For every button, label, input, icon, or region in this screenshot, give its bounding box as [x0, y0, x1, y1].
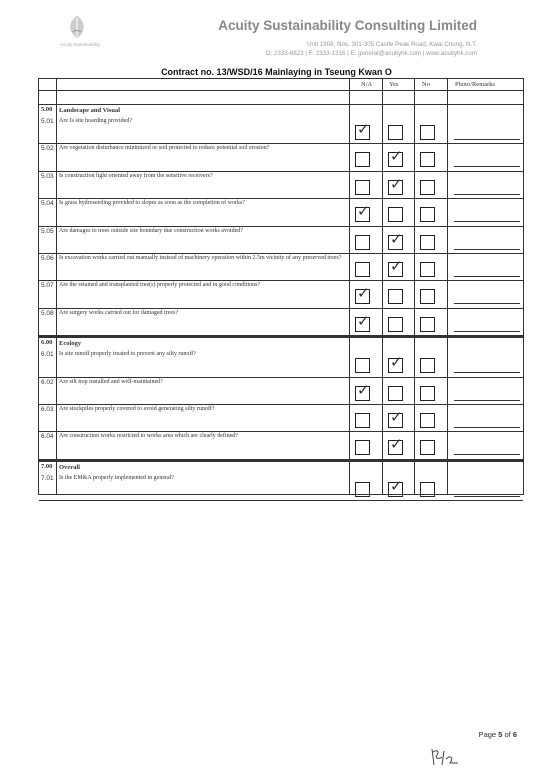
question-text: Are construction works restricted to works area which are clearly defined? [59, 433, 238, 440]
checkbox-yes[interactable] [388, 257, 403, 277]
page-title: Contract no. 13/WSD/16 Mainlaying in Tseung Kwan O [161, 67, 392, 77]
handwritten-initials [428, 745, 468, 769]
checkbox-na[interactable] [355, 262, 370, 277]
remarks-line[interactable] [454, 400, 520, 401]
question-text: Is the EM&A properly implemented in general? [59, 474, 174, 481]
logo-text: Acuity Sustainability [59, 42, 101, 47]
question-text: Are the retained and transplanted tree(s) properly protected and in good conditions? [59, 282, 261, 289]
checkbox-yes[interactable] [388, 125, 403, 140]
checkbox-na[interactable] [355, 235, 370, 250]
remarks-line[interactable] [454, 303, 520, 304]
item-number: 6.01 [41, 351, 54, 359]
item-number: 5.04 [41, 200, 54, 208]
item-number: 5.08 [41, 309, 54, 317]
page-label: Page [478, 730, 497, 739]
item-number: 5.07 [41, 282, 54, 290]
remarks-line[interactable] [454, 454, 520, 455]
remarks-line[interactable] [454, 221, 520, 222]
checkbox-na[interactable] [355, 202, 370, 222]
checkbox-na[interactable] [355, 180, 370, 195]
check-mark-icon: ✓ [390, 229, 403, 248]
question-text: Is construction light oriented away from the sensitive receivers? [59, 172, 213, 179]
checkbox-na[interactable] [355, 482, 370, 497]
checkbox-na[interactable] [355, 413, 370, 428]
remarks-line[interactable] [454, 249, 520, 250]
section-title: Landscape and Visual [59, 107, 121, 114]
of-label: of [504, 730, 511, 739]
check-mark-icon: ✓ [390, 147, 403, 166]
company-address [266, 40, 477, 58]
page-number [479, 730, 517, 739]
leaf-logo-icon [64, 14, 90, 40]
col-header-no: No [422, 81, 430, 88]
checkbox-yes[interactable] [388, 435, 403, 455]
check-mark-icon: ✓ [390, 174, 403, 193]
question-text: Are vegetation disturbance minimized or soil protected to reduce potential soil erosion? [59, 145, 270, 152]
checkbox-na[interactable] [355, 152, 370, 167]
company-logo [58, 14, 101, 56]
checkbox-yes[interactable] [388, 207, 403, 222]
checkbox-yes[interactable] [388, 317, 403, 332]
item-number: 5.05 [41, 227, 54, 235]
checkbox-no[interactable] [420, 125, 435, 140]
checkbox-no[interactable] [420, 289, 435, 304]
col-header-na: N/A [361, 81, 373, 88]
company-name: Acuity Sustainability Consulting Limited [218, 18, 477, 33]
checkbox-no[interactable] [420, 152, 435, 167]
question-text: Is site runoff properly treated to prevent any silty runoff? [59, 351, 196, 358]
check-mark-icon: ✓ [357, 380, 370, 399]
item-number: 7.01 [41, 474, 54, 482]
checkbox-yes[interactable] [388, 229, 403, 250]
remarks-line[interactable] [454, 372, 520, 373]
check-mark-icon: ✓ [357, 202, 370, 221]
checkbox-yes[interactable] [388, 476, 403, 497]
current-page: 5 [498, 730, 503, 739]
col-header-yes: Yes [389, 81, 399, 88]
remarks-line[interactable] [454, 166, 520, 167]
checkbox-na[interactable] [355, 440, 370, 455]
remarks-line[interactable] [454, 496, 520, 497]
checkbox-no[interactable] [420, 262, 435, 277]
question-text: Are Is site hoarding provided? [59, 118, 132, 124]
checkbox-yes[interactable] [388, 353, 403, 373]
item-number: 6.04 [41, 433, 54, 441]
remarks-line[interactable] [454, 194, 520, 195]
checkbox-no[interactable] [420, 317, 435, 332]
question-text: Are surgery works carried out for damaged trees? [59, 309, 179, 316]
check-mark-icon: ✓ [390, 408, 403, 426]
checkbox-yes[interactable] [388, 174, 403, 195]
checkbox-na[interactable] [355, 358, 370, 373]
check-mark-icon: ✓ [357, 120, 370, 138]
question-text: Is grass hydroseeding provided to slopes as soon as the completion of works? [59, 200, 245, 207]
checkbox-no[interactable] [420, 358, 435, 373]
checkbox-yes[interactable] [388, 147, 403, 167]
remarks-line[interactable] [454, 427, 520, 428]
checklist-table [38, 78, 524, 495]
checkbox-na[interactable] [355, 284, 370, 304]
question-text: Are silt trap installed and well-maintained? [59, 378, 163, 385]
col-header-remarks: Photo/Remarks [455, 81, 496, 88]
checkbox-yes[interactable] [388, 408, 403, 428]
checkbox-no[interactable] [420, 180, 435, 195]
remarks-line[interactable] [454, 331, 520, 332]
item-number: 5.06 [41, 255, 54, 262]
section-number: 6.00 [41, 339, 53, 347]
contact-line: O: 2333-6823 | F: 2333-1316 | E: general@acuityhk.com | www.acuityhk.com [265, 50, 477, 57]
question-text: Are stockpiles properly covered to avoid generating silty runoff? [59, 406, 215, 412]
item-number: 5.03 [41, 172, 54, 180]
section-number: 5.00 [41, 106, 53, 113]
checkbox-no[interactable] [420, 413, 435, 428]
row-divider [39, 500, 523, 501]
item-number: 5.02 [41, 145, 54, 153]
check-mark-icon: ✓ [357, 284, 370, 303]
checkbox-no[interactable] [420, 235, 435, 250]
checkbox-no[interactable] [420, 482, 435, 497]
check-mark-icon: ✓ [390, 476, 403, 495]
item-number: 6.03 [41, 406, 54, 413]
check-mark-icon: ✓ [357, 311, 370, 330]
check-mark-icon: ✓ [390, 435, 403, 454]
header-divider [39, 90, 523, 91]
section-title: Overall [59, 463, 80, 471]
total-pages: 6 [512, 730, 517, 739]
checkbox-yes[interactable] [388, 386, 403, 401]
section-number: 7.00 [41, 462, 53, 470]
checkbox-na[interactable] [355, 311, 370, 332]
item-number: 6.02 [41, 378, 54, 386]
checkbox-no[interactable] [420, 440, 435, 455]
check-mark-icon: ✓ [390, 257, 403, 275]
item-number: 5.01 [41, 118, 54, 125]
checkbox-yes[interactable] [388, 289, 403, 304]
remarks-line[interactable] [454, 139, 520, 140]
question-text: Are damages to trees outside site boundary due construction works avoided? [59, 227, 243, 234]
check-mark-icon: ✓ [390, 353, 403, 372]
checkbox-na[interactable] [355, 380, 370, 401]
checkbox-no[interactable] [420, 386, 435, 401]
address-line: Unit 1908, Nos. 301-305 Castle Peak Road, Kwai Chung, N.T. [307, 41, 477, 48]
question-text: Is excavation works carried out manually instead of machinery operation within 2.5m vicinity of any preserved trees? [59, 255, 342, 261]
checkbox-na[interactable] [355, 120, 370, 140]
section-title: Ecology [59, 340, 82, 348]
remarks-line[interactable] [454, 276, 520, 277]
checkbox-no[interactable] [420, 207, 435, 222]
